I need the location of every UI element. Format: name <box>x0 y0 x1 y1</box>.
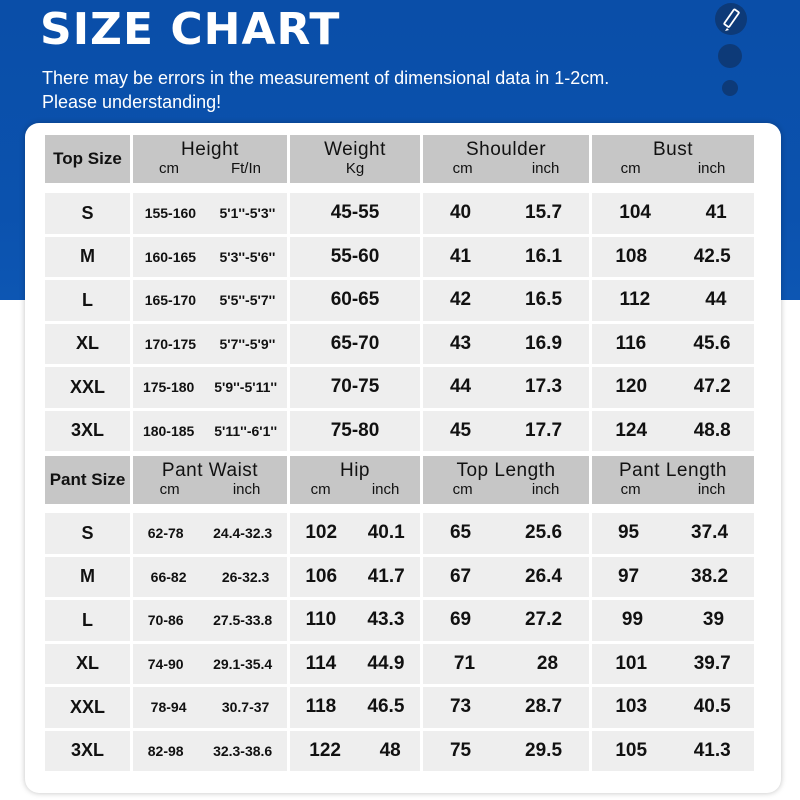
size-chart-card <box>25 123 781 793</box>
cell-value: 110 <box>305 609 337 631</box>
unit-label: cm <box>452 481 473 498</box>
column-units <box>290 160 420 178</box>
cell-values <box>592 246 754 268</box>
table-cell <box>592 513 754 554</box>
cell-values <box>290 202 420 224</box>
cell-value: 28 <box>536 652 559 674</box>
cell-value: 106 <box>305 565 338 587</box>
cell-value: 102 <box>305 522 338 544</box>
cell-value: 118 <box>305 696 337 718</box>
corner-header <box>45 456 130 504</box>
cell-value: 155-160 <box>144 205 197 222</box>
cell-value: 28.7 <box>525 696 563 718</box>
cell-values <box>423 566 589 588</box>
size-value: XL <box>75 653 99 674</box>
cell-values <box>133 205 287 221</box>
cell-values <box>133 423 287 439</box>
cell-value: 95 <box>617 522 640 544</box>
table-cell <box>423 324 589 365</box>
cell-value: 42 <box>449 289 472 311</box>
cell-value: 99 <box>621 609 644 631</box>
cell-value: 124 <box>615 419 648 441</box>
column-units <box>592 481 754 499</box>
cell-value: 44 <box>705 289 727 311</box>
column-title: Weight <box>324 139 386 160</box>
cell-value: 41 <box>705 202 727 224</box>
table-cell <box>423 557 589 598</box>
cell-value: 43.3 <box>367 609 405 631</box>
unit-label: cm <box>310 481 331 498</box>
measurement-note-line1: There may be errors in the measurement of dimensional data in 1-2cm. <box>42 68 610 88</box>
cell-values <box>133 743 287 759</box>
column-header <box>133 456 287 504</box>
cell-value: 46.5 <box>367 696 405 718</box>
cell-values <box>290 246 420 268</box>
unit-label: inch <box>531 481 560 498</box>
cell-value: 5'11''-6'1'' <box>214 422 278 439</box>
column-title: Shoulder <box>465 139 547 160</box>
table-cell <box>290 411 420 452</box>
cell-value: 24.4-32.3 <box>213 525 273 542</box>
size-value: L <box>82 609 93 630</box>
cell-value: 101 <box>615 652 648 674</box>
table-cell <box>290 687 420 728</box>
cell-value: 103 <box>615 696 648 718</box>
cell-value: 27.5-33.8 <box>213 612 273 629</box>
cell-value: 120 <box>615 376 648 398</box>
cell-values <box>290 740 420 762</box>
cell-value: 75-80 <box>330 419 380 441</box>
table-cell <box>592 600 754 641</box>
cell-values <box>423 289 589 311</box>
table-cell <box>133 367 287 408</box>
table-cell <box>290 513 420 554</box>
column-title: Hip <box>339 460 370 481</box>
unit-label: cm <box>158 160 179 177</box>
table-cell <box>423 280 589 321</box>
table-cell <box>423 237 589 278</box>
cell-values <box>592 202 754 224</box>
table-cell <box>133 687 287 728</box>
size-value: S <box>81 522 94 543</box>
cell-value: 41.7 <box>367 565 405 587</box>
size-label <box>45 411 130 452</box>
cell-value: 5'1''-5'3'' <box>219 205 276 222</box>
size-value: XXL <box>69 696 105 717</box>
cell-value: 122 <box>309 739 341 761</box>
column-units <box>423 160 589 178</box>
cell-value: 5'3''-5'6'' <box>219 248 276 265</box>
cell-values <box>133 292 287 308</box>
cell-value: 40.5 <box>693 696 731 718</box>
cell-value: 105 <box>615 739 648 761</box>
cell-value: 40 <box>449 202 472 224</box>
cell-value: 62-78 <box>147 525 184 542</box>
cell-value: 17.3 <box>525 376 563 398</box>
cell-values <box>592 420 754 442</box>
cell-value: 41 <box>449 245 472 267</box>
column-units <box>592 160 754 178</box>
table-cell <box>133 193 287 234</box>
table-cell <box>133 280 287 321</box>
size-label <box>45 513 130 554</box>
unit-label: Kg <box>345 160 365 177</box>
table-cell <box>290 193 420 234</box>
cell-value: 175-180 <box>142 379 195 396</box>
cell-value: 38.2 <box>691 565 729 587</box>
cell-value: 114 <box>305 652 337 674</box>
cell-value: 165-170 <box>144 292 197 309</box>
cell-values <box>290 696 420 718</box>
column-title: Pant Length <box>619 460 727 481</box>
column-header <box>133 135 287 183</box>
cell-values <box>290 289 420 311</box>
cell-value: 17.7 <box>525 419 563 441</box>
column-title: Pant Waist <box>161 460 259 481</box>
column-title: Bust <box>652 139 694 160</box>
cell-values <box>423 333 589 355</box>
size-value: S <box>81 202 94 223</box>
cell-value: 45 <box>449 419 472 441</box>
unit-label: inch <box>697 481 726 498</box>
cell-value: 65 <box>449 522 472 544</box>
size-label <box>45 731 130 772</box>
cell-values <box>423 376 589 398</box>
size-label <box>45 367 130 408</box>
cell-value: 74-90 <box>147 655 184 672</box>
size-value: XXL <box>69 376 105 397</box>
page-title: SIZE CHART <box>40 4 341 55</box>
cell-values <box>592 653 754 675</box>
cell-values <box>592 376 754 398</box>
cell-value: 66-82 <box>150 568 187 585</box>
cell-values <box>290 522 420 544</box>
table-cell <box>592 644 754 685</box>
cell-values <box>423 420 589 442</box>
cell-value: 71 <box>453 652 476 674</box>
column-header <box>592 135 754 183</box>
cell-value: 45.6 <box>693 332 731 354</box>
table-cell <box>133 513 287 554</box>
size-label <box>45 644 130 685</box>
table-cell <box>133 411 287 452</box>
cell-value: 44.9 <box>367 652 405 674</box>
table-cell <box>592 411 754 452</box>
cell-values <box>133 379 287 395</box>
cell-value: 82-98 <box>147 742 184 759</box>
size-value: XL <box>75 333 99 354</box>
cell-values <box>290 653 420 675</box>
cell-value: 16.1 <box>525 245 563 267</box>
cell-value: 16.9 <box>525 332 563 354</box>
cell-value: 47.2 <box>693 376 731 398</box>
column-units <box>423 481 589 499</box>
cell-values <box>423 522 589 544</box>
column-header <box>423 456 589 504</box>
table-cell <box>592 193 754 234</box>
table-cell <box>133 324 287 365</box>
dot-icon <box>718 44 742 68</box>
cell-values <box>133 336 287 352</box>
table-cell <box>133 731 287 772</box>
size-value: 3XL <box>70 740 104 761</box>
table-cell <box>592 367 754 408</box>
table-cell <box>423 411 589 452</box>
cell-value: 70-75 <box>330 376 380 398</box>
unit-label: inch <box>531 160 560 177</box>
table-cell <box>423 731 589 772</box>
size-value: L <box>82 289 93 310</box>
cell-values <box>423 246 589 268</box>
cell-values <box>290 609 420 631</box>
table-cell <box>592 687 754 728</box>
cell-values <box>290 420 420 442</box>
cell-value: 29.1-35.4 <box>213 655 273 672</box>
cell-values <box>133 249 287 265</box>
cell-values <box>592 696 754 718</box>
cell-values <box>290 333 420 355</box>
table-cell <box>423 513 589 554</box>
table-cell <box>423 193 589 234</box>
size-value: M <box>80 566 95 587</box>
table-cell <box>290 731 420 772</box>
table-cell <box>423 367 589 408</box>
cell-values <box>592 609 754 631</box>
cell-values <box>290 566 420 588</box>
cell-value: 112 <box>619 289 651 311</box>
cell-value: 70-86 <box>147 612 184 629</box>
cell-value: 104 <box>619 202 651 224</box>
cell-value: 97 <box>617 565 640 587</box>
cell-value: 48.8 <box>693 419 731 441</box>
cell-value: 43 <box>449 332 472 354</box>
unit-label: cm <box>159 481 180 498</box>
column-header <box>290 135 420 183</box>
unit-label: Ft/In <box>230 160 261 177</box>
cell-value: 39 <box>702 609 725 631</box>
cell-value: 60-65 <box>330 289 380 311</box>
cell-value: 37.4 <box>691 522 729 544</box>
size-label <box>45 600 130 641</box>
cell-value: 26-32.3 <box>221 568 270 585</box>
size-label <box>45 193 130 234</box>
cell-values <box>133 525 287 541</box>
table-cell <box>290 280 420 321</box>
cell-values <box>423 740 589 762</box>
measurement-note-line2: Please understanding! <box>42 92 222 112</box>
cell-values <box>133 569 287 585</box>
table-cell <box>290 644 420 685</box>
size-label <box>45 687 130 728</box>
cell-values <box>423 653 589 675</box>
cell-value: 45-55 <box>330 202 380 224</box>
table-cell <box>423 644 589 685</box>
measurement-note <box>42 66 722 114</box>
cell-value: 16.5 <box>525 289 563 311</box>
cell-values <box>423 696 589 718</box>
cell-value: 48 <box>379 739 401 761</box>
cell-values <box>133 656 287 672</box>
cell-value: 32.3-38.6 <box>213 742 273 759</box>
size-label <box>45 237 130 278</box>
unit-label: inch <box>697 160 726 177</box>
cell-value: 65-70 <box>330 332 380 354</box>
pen-icon <box>715 3 747 35</box>
unit-label: cm <box>452 160 473 177</box>
column-header <box>290 456 420 504</box>
cell-values <box>423 609 589 631</box>
cell-value: 67 <box>449 565 472 587</box>
table-cell <box>133 644 287 685</box>
cell-values <box>133 699 287 715</box>
cell-value: 69 <box>449 609 472 631</box>
table-cell <box>423 600 589 641</box>
cell-value: 41.3 <box>693 739 731 761</box>
table-cell <box>290 600 420 641</box>
corner-label: Pant Size <box>49 470 126 489</box>
cell-value: 180-185 <box>142 422 195 439</box>
size-value: M <box>80 246 95 267</box>
cell-value: 25.6 <box>525 522 563 544</box>
column-units <box>133 160 287 178</box>
cell-value: 27.2 <box>525 609 563 631</box>
cell-value: 5'7''-5'9'' <box>219 335 276 352</box>
table-cell <box>290 367 420 408</box>
cell-value: 75 <box>449 739 472 761</box>
dot-icon <box>722 80 738 96</box>
column-header <box>423 135 589 183</box>
cell-value: 108 <box>615 245 648 267</box>
column-units <box>290 481 420 499</box>
table-cell <box>423 687 589 728</box>
table-cell <box>592 731 754 772</box>
cell-values <box>290 376 420 398</box>
cell-values <box>592 566 754 588</box>
table-cell <box>133 557 287 598</box>
cell-values <box>592 333 754 355</box>
cell-values <box>592 740 754 762</box>
table-cell <box>290 237 420 278</box>
unit-label: cm <box>620 481 641 498</box>
unit-label: inch <box>232 481 261 498</box>
cell-value: 170-175 <box>144 335 197 352</box>
cell-value: 39.7 <box>693 652 731 674</box>
corner-header <box>45 135 130 183</box>
cell-value: 5'9''-5'11'' <box>214 379 278 396</box>
size-label <box>45 324 130 365</box>
cell-values <box>423 202 589 224</box>
cell-values <box>592 522 754 544</box>
size-value: 3XL <box>70 420 104 441</box>
table-cell <box>592 280 754 321</box>
unit-label: cm <box>620 160 641 177</box>
cell-values <box>133 612 287 628</box>
cell-value: 55-60 <box>330 245 380 267</box>
table-cell <box>133 600 287 641</box>
cell-value: 78-94 <box>150 699 187 716</box>
cell-value: 15.7 <box>525 202 563 224</box>
cell-value: 160-165 <box>144 248 197 265</box>
column-units <box>133 481 287 499</box>
cell-value: 116 <box>615 332 647 354</box>
cell-values <box>592 289 754 311</box>
table-cell <box>592 324 754 365</box>
cell-value: 44 <box>449 376 472 398</box>
table-cell <box>290 324 420 365</box>
cell-value: 42.5 <box>693 245 731 267</box>
corner-label: Top Size <box>53 149 122 168</box>
column-header <box>592 456 754 504</box>
cell-value: 40.1 <box>367 522 405 544</box>
table-cell <box>290 557 420 598</box>
table-cell <box>592 237 754 278</box>
size-label <box>45 280 130 321</box>
cell-value: 29.5 <box>525 739 563 761</box>
table-cell <box>592 557 754 598</box>
size-label <box>45 557 130 598</box>
cell-value: 26.4 <box>525 565 563 587</box>
table-cell <box>133 237 287 278</box>
cell-value: 73 <box>449 696 472 718</box>
cell-value: 30.7-37 <box>221 699 270 716</box>
column-title: Height <box>181 139 239 160</box>
cell-value: 5'5''-5'7'' <box>219 292 276 309</box>
column-title: Top Length <box>456 460 556 481</box>
unit-label: inch <box>371 481 400 498</box>
